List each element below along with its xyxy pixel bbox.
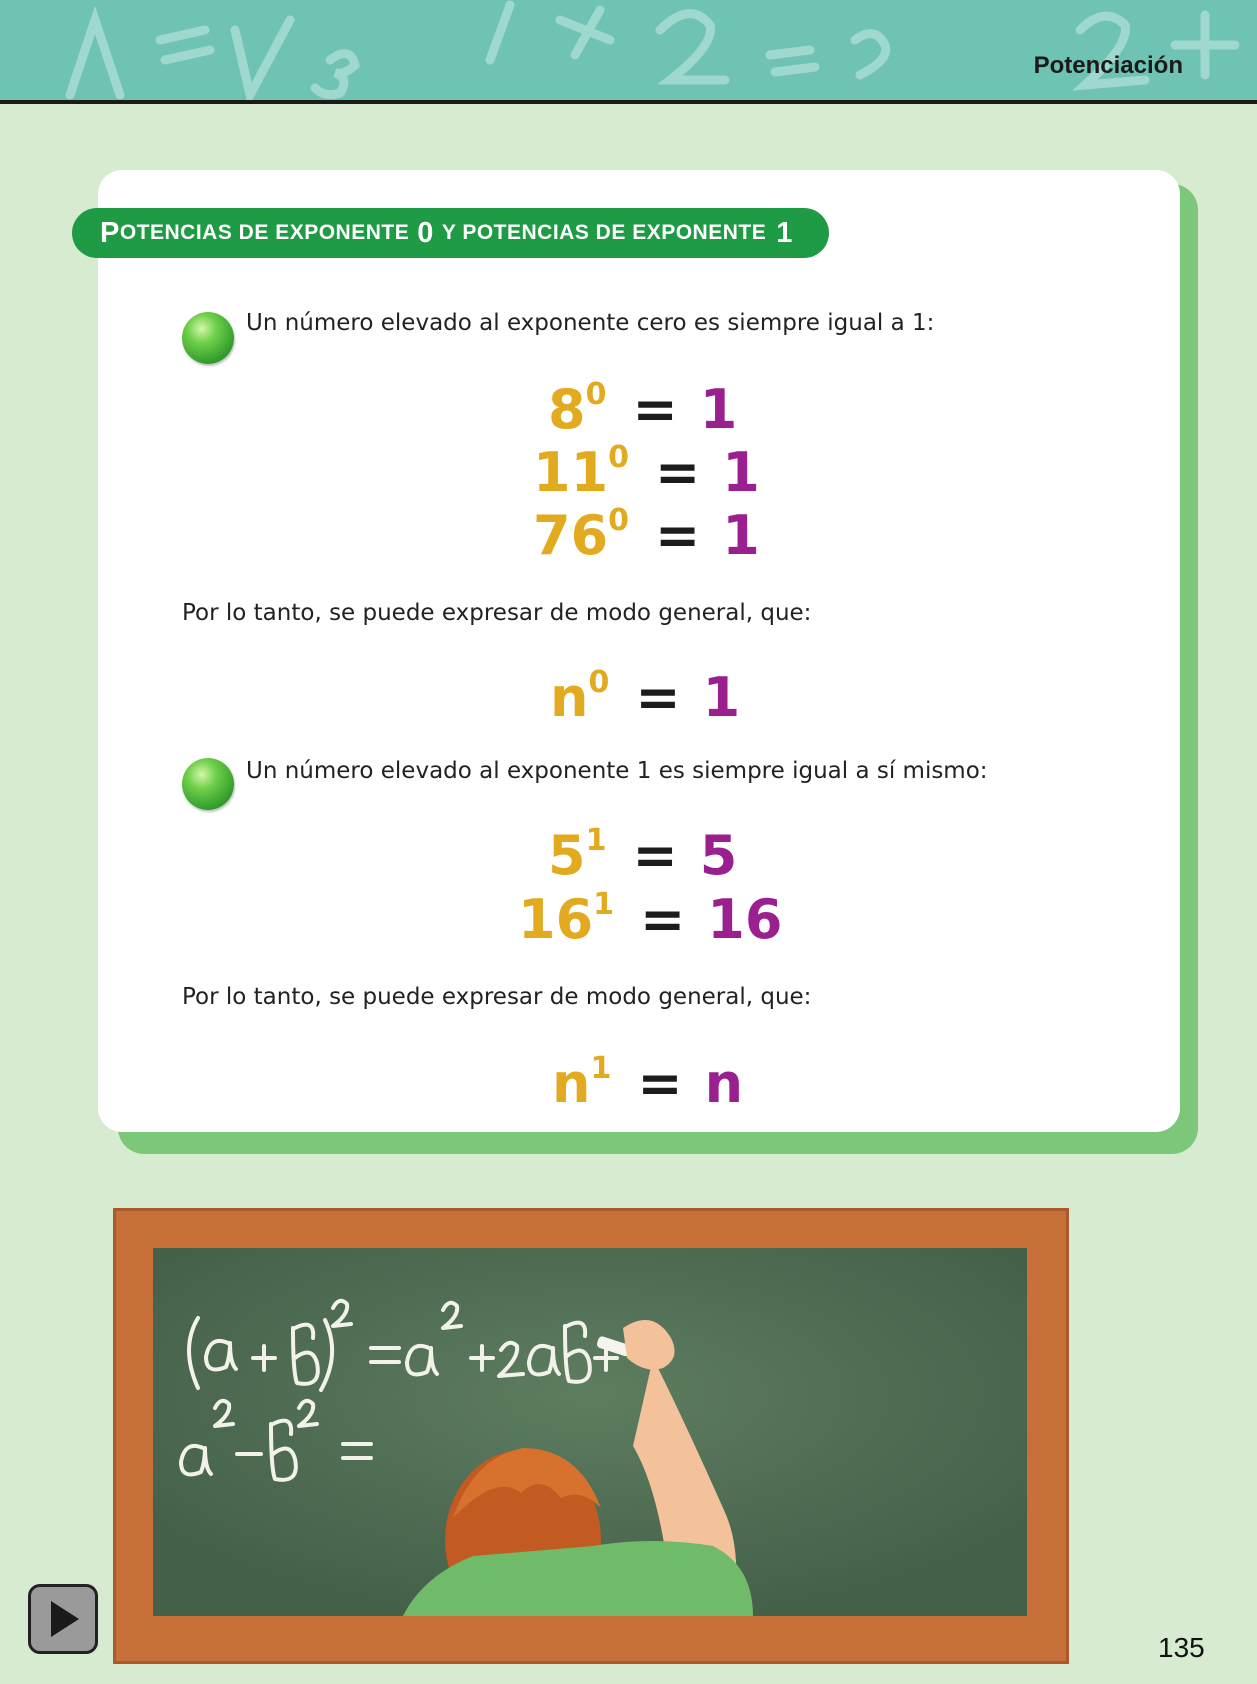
rule-text: Un número elevado al exponente cero es siempre igual a 1: [246, 310, 935, 336]
eq-base: 76 [533, 504, 609, 567]
eq-result: n [704, 1052, 744, 1115]
eq-exponent: 0 [608, 440, 630, 475]
chalkboard-illustration [153, 1248, 1027, 1616]
eq-base: n [550, 666, 589, 729]
general-equation [552, 1051, 744, 1123]
eq-base: 5 [548, 824, 586, 887]
eq-sign: = [655, 504, 701, 567]
equation [533, 503, 760, 575]
eq-sign: = [640, 888, 686, 951]
eq-exponent: 1 [585, 823, 607, 858]
page-header-title: Potenciación [1033, 52, 1183, 79]
eq-result: 16 [707, 888, 783, 951]
conclusion-text: Por lo tanto, se puede expresar de modo general, que: [182, 984, 812, 1010]
page-header [0, 0, 1257, 104]
eq-sign: = [632, 824, 678, 887]
equation [533, 440, 760, 512]
eq-base: n [552, 1052, 591, 1115]
section-title-part: Y POTENCIAS DE EXPONENTE [441, 221, 767, 244]
eq-result: 1 [722, 441, 760, 504]
eq-base: 11 [533, 441, 609, 504]
play-button[interactable] [28, 1584, 98, 1654]
section-title-num: 1 [776, 216, 793, 249]
header-decoration [0, 0, 1257, 100]
play-icon [31, 1587, 95, 1651]
eq-result: 1 [722, 504, 760, 567]
eq-result: 5 [699, 824, 738, 887]
eq-exponent: 0 [585, 377, 607, 412]
section-title-cap: P [100, 216, 120, 249]
eq-base: 8 [548, 378, 586, 441]
eq-exponent: 1 [590, 1051, 612, 1086]
eq-exponent: 0 [608, 503, 630, 538]
section-title-part: OTENCIAS DE EXPONENTE [119, 221, 410, 244]
eq-base: 16 [518, 888, 594, 951]
chalkboard-drawing [153, 1248, 1027, 1616]
equation [548, 823, 738, 895]
section-title-num: 0 [417, 216, 434, 249]
general-equation [550, 665, 741, 737]
eq-exponent: 0 [588, 665, 610, 700]
eq-result: 1 [702, 666, 741, 729]
conclusion-text: Por lo tanto, se puede expresar de modo general, que: [182, 600, 812, 626]
green-sphere-icon [182, 312, 234, 364]
equation [518, 887, 783, 959]
eq-sign: = [637, 1052, 683, 1115]
eq-exponent: 1 [593, 887, 615, 922]
section-title [72, 208, 829, 258]
eq-sign: = [655, 441, 701, 504]
eq-sign: = [635, 666, 681, 729]
green-sphere-icon [182, 758, 234, 810]
eq-sign: = [632, 378, 678, 441]
page-number: 135 [1158, 1632, 1205, 1663]
eq-result: 1 [699, 378, 738, 441]
rule-text: Un número elevado al exponente 1 es siempre igual a sí mismo: [246, 758, 988, 784]
equation [548, 377, 738, 449]
